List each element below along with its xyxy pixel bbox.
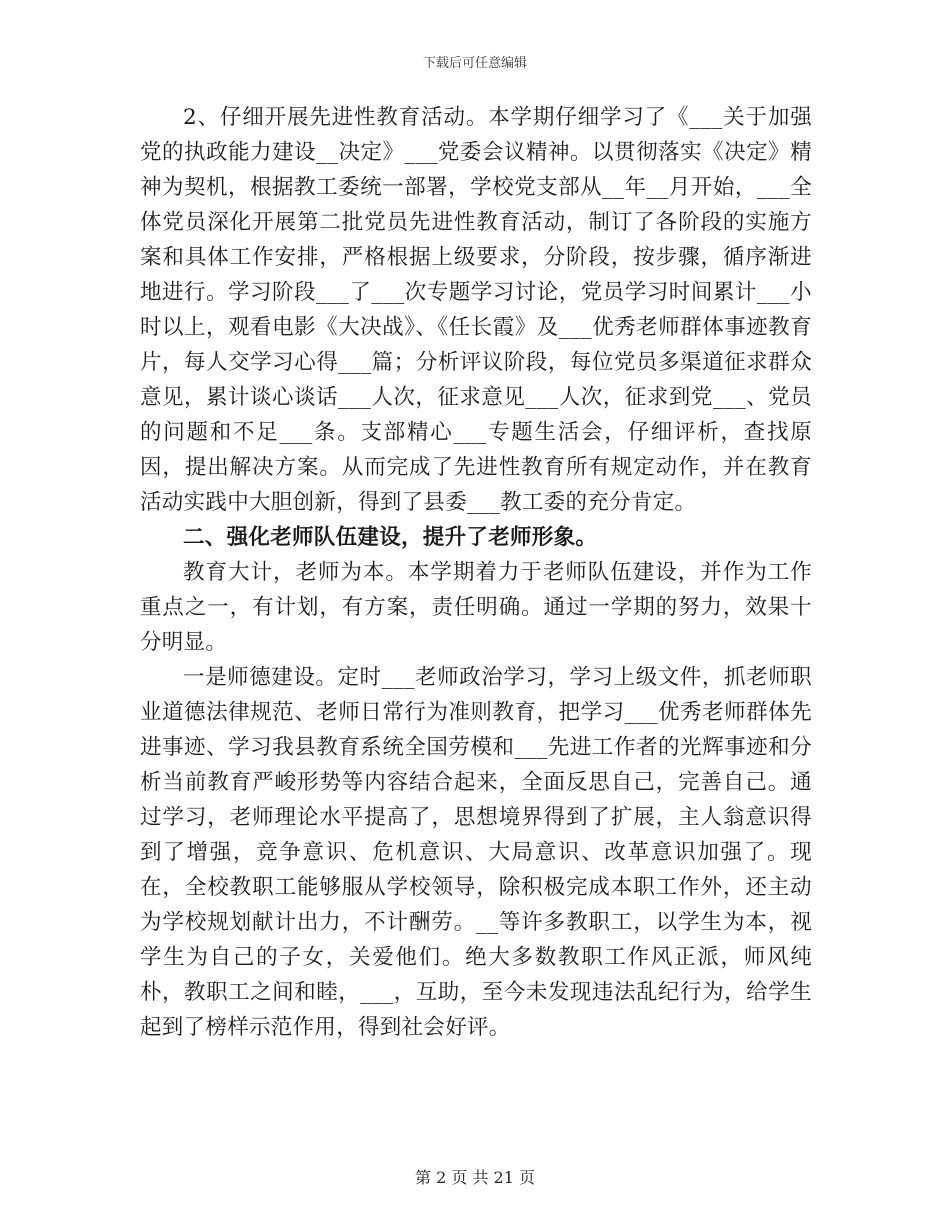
paragraph-education-activity: 2、仔细开展先进性教育活动。本学期仔细学习了《___关于加强党的执政能力建设__决定》___党委会议精神。以贯彻落实《决定》精神为契机，根据教工委统一部署，学校党支部从__年__月开始，___全体党员深化开展第二批党员先进性教育活动，制订了各阶段的实施方案和具体工作安排，严格根据上级要求，分阶段，按步骤，循序渐进地进行。学习阶段___了___次专题学习讨论，党员学习时间累计___小时以上，观看电影《大决战》、《任长霞》及___优秀老师群体事迹教育片，每人交学习心得___篇；分析评议阶段，每位党员多渠道征求群众意见，累计谈心谈话___人次，征求意见___人次，征求到党___、党员的问题和不足___条。支部精心___专题生活会，仔细评析，查找原因，提出解决方案。从而完成了先进性教育所有规定动作，并在教育活动实践中大胆创新，得到了县委___教工委的充分肯定。 (140, 105, 812, 515)
page-number: 第 2 页 共 21 页 (415, 1168, 535, 1187)
page-header: 下载后可任意编辑 (422, 56, 527, 71)
paragraph-teacher-intro: 教育大计，老师为本。本学期着力于老师队伍建设，并作为工作重点之一，有计划，有方案，责任明确。通过一学期的努力，效果十分明显。 (140, 560, 812, 655)
paragraph-ethics-building: 一是师德建设。定时___老师政治学习，学习上级文件，抓老师职业道德法律规范、老师日常行为准则教育，把学习___优秀老师群体先进事迹、学习我县教育系统全国劳模和___先进工作者的光辉事迹和分析当前教育严峻形势等内容结合起来，全面反思自己，完善自己。通过学习，老师理论水平提高了，思想境界得到了扩展，主人翁意识得到了增强，竞争意识、危机意识、大局意识、改革意识加强了。现在，全校教职工能够服从学校领导，除积极完成本职工作外，还主动为学校规划献计出力，不计酬劳。__等许多教职工，以学生为本，视学生为自己的子女，关爱他们。绝大多数教职工作风正派，师风纯朴，教职工之间和睦，___，互助，至今未发现违法乱纪行为，给学生起到了榜样示范作用，得到社会好评。 (140, 665, 812, 1040)
document-body (140, 100, 812, 1045)
section-heading-teacher-team: 二、强化老师队伍建设，提升了老师形象。 (183, 525, 598, 550)
